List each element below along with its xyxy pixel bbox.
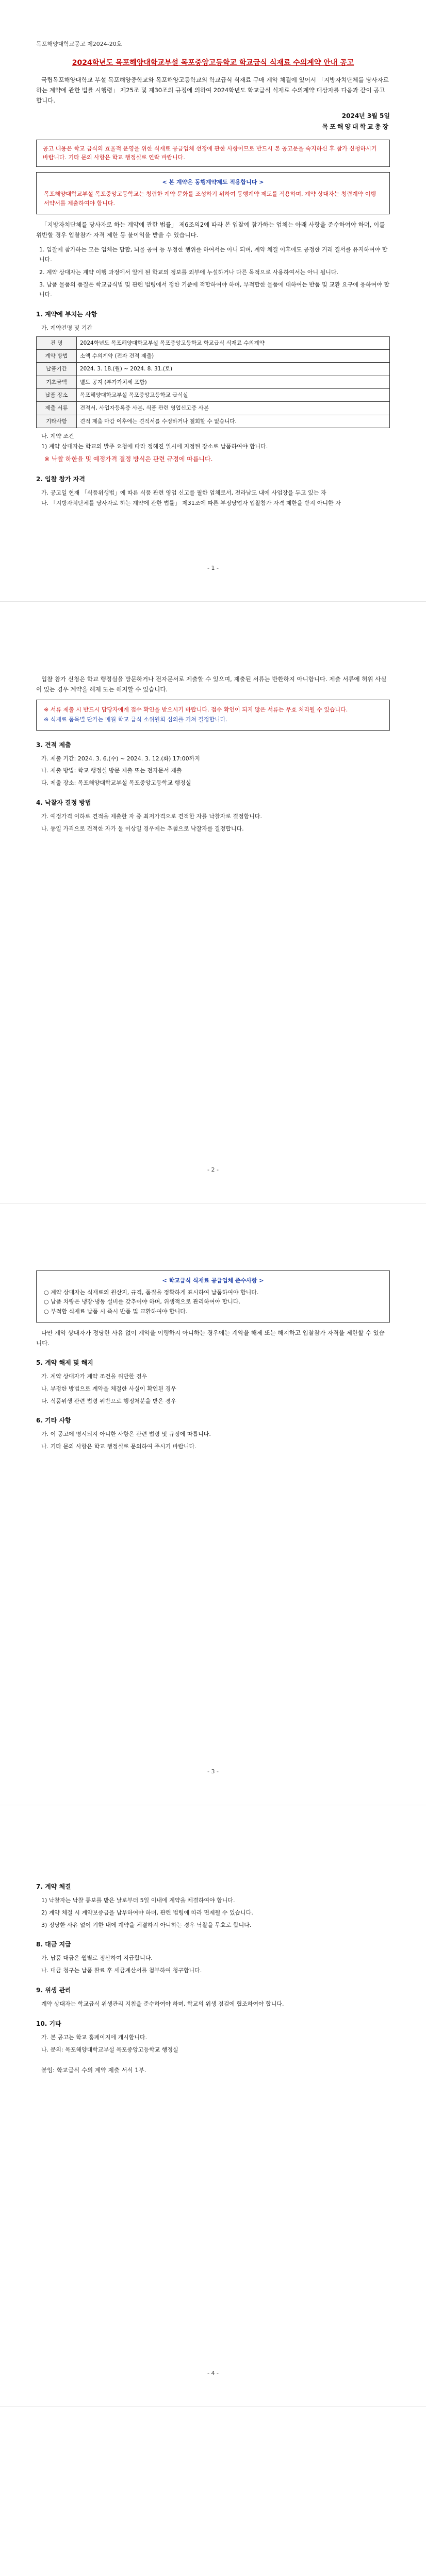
page-3-content	[36, 1270, 390, 1454]
page-number: - 4 -	[207, 2369, 219, 2377]
document-number: 목포해양대학교공고 제2024-20호	[36, 41, 122, 47]
table-cell: 소액 수의계약 (전자 견적 제출)	[77, 349, 390, 362]
rules-box	[36, 1270, 390, 1323]
rule-item: 2. 계약 상대자는 계약 이행 과정에서 알게 된 학교의 정보를 외부에 누설하거나 다른 목적으로 사용하여서는 아니 됩니다.	[39, 268, 338, 276]
page-4	[0, 1805, 426, 2407]
highlight-text-2: ※ 식재료 품목별 단가는 매월 학교 급식 소위원회 심의를 거쳐 결정합니다.	[44, 716, 227, 723]
announcement-date: 2024년 3월 5일	[341, 112, 390, 120]
intro-paragraph: 국립목포해양대학교 부설 목포해양중학교와 목포해양고등학교의 학교급식 식재료 구매 계약 체결에 있어서 「지방자치단체를 당사자로 하는 계약에 관한 법률 시행령」 제25조 및 제30조의 규정에 의하여 2024학년도 학교급식 식재료 수의계약 대상자를 다음과 같이 공고합니다.	[36, 76, 389, 104]
page-2-content	[36, 669, 390, 836]
page-1-content	[36, 45, 390, 508]
section-3-heading: 3. 견적 제출	[36, 741, 71, 749]
list-item: 2) 계약 체결 시 계약보증금을 납부하여야 하며, 관련 법령에 따라 면제될 수 있습니다.	[41, 1909, 253, 1916]
list-item: 나. 동일 가격으로 견적한 자가 둘 이상일 경우에는 추첨으로 낙찰자를 결정합니다.	[41, 825, 244, 832]
table-header-cell: 계약 방법	[37, 349, 77, 362]
list-item: 가. 본 공고는 학교 홈페이지에 게시합니다.	[41, 2033, 148, 2041]
list-item: ○ 납품 차량은 냉장·냉동 설비를 갖추어야 하며, 위생적으로 관리하여야 합니다.	[44, 1298, 240, 1306]
section-3-list	[41, 754, 390, 788]
section-2-text-2: 나. 「지방자치단체를 당사자로 하는 계약에 관한 법률」 제31조에 따른 부정당업자 입찰참가 자격 제한을 받지 아니한 자	[41, 499, 341, 506]
table-row	[37, 415, 390, 428]
section-9-text: 계약 상대자는 학교급식 위생관리 지침을 준수하여야 하며, 학교의 위생 점검에 협조하여야 합니다.	[41, 2000, 284, 2007]
caution-box-text: 목포해양대학교부설 목포중앙고등학교는 청렴한 계약 문화를 조성하기 위하여 동행계약 제도를 적용하며, 계약 상대자는 청렴계약 이행 서약서를 제출하여야 합니다.	[44, 190, 376, 207]
section-5-heading: 5. 계약 해제 및 해지	[36, 1359, 93, 1366]
list-item: 가. 계약 상대자가 계약 조건을 위반한 경우	[41, 1373, 148, 1380]
section-10-list	[41, 2032, 390, 2055]
contract-table	[36, 336, 390, 429]
section-7-heading: 7. 계약 체결	[36, 1883, 71, 1890]
list-item: 다. 식품위생 관련 법령 위반으로 행정처분을 받은 경우	[41, 1397, 176, 1404]
table-cell: 별도 공지 (부가가치세 포함)	[77, 376, 390, 388]
list-item: 3) 정당한 사유 없이 기한 내에 계약을 체결하지 아니하는 경우 낙찰을 무효로 합니다.	[41, 1921, 252, 1928]
section-7-list	[41, 1895, 390, 1930]
list-item: 나. 부정한 방법으로 계약을 체결한 사실이 확인된 경우	[41, 1385, 176, 1392]
section-8-heading: 8. 대금 지급	[36, 1941, 71, 1948]
issuer-name: 목포해양대학교총장	[322, 123, 390, 130]
section-6-list	[41, 1429, 390, 1452]
section-5-list	[41, 1371, 390, 1406]
list-item: 가. 예정가격 이하로 견적을 제출한 자 중 최저가격으로 견적한 자를 낙찰자로 결정합니다.	[41, 813, 262, 820]
page-4-content	[36, 1872, 390, 2081]
section-8-list	[41, 1953, 390, 1976]
table-header-cell: 건 명	[37, 336, 77, 349]
section-2-text: 가. 공고일 현재 「식품위생법」에 따른 식품 관련 영업 신고를 필한 업체로서, 전라남도 내에 사업장을 두고 있는 자	[41, 489, 326, 496]
section-6-heading: 6. 기타 사항	[36, 1417, 71, 1425]
section-9-heading: 9. 위생 관리	[36, 1986, 71, 1994]
section-1-note-text: 1) 계약 상대자는 학교의 발주 요청에 따라 정해진 일시에 지정된 장소로 납품하여야 합니다.	[41, 443, 268, 450]
caution-box	[36, 172, 390, 214]
section-10-heading: 10. 기타	[36, 2020, 61, 2027]
table-row	[37, 376, 390, 388]
paragraph-1: 「지방자치단체를 당사자로 하는 계약에 관한 법률」 제6조의2에 따라 본 입찰에 참가하는 업체는 아래 사항을 준수하여야 하며, 이를 위반할 경우 입찰참가 자격 제한 등 불이익을 받을 수 있습니다.	[36, 221, 385, 239]
highlight-box	[36, 700, 390, 730]
rules-list	[36, 245, 390, 299]
list-item: 다. 제출 장소: 목포해양대학교부설 목포중앙고등학교 행정실	[41, 779, 191, 787]
rules-box-title: < 학교급식 식재료 공급업체 준수사항 >	[162, 1277, 264, 1284]
table-header-cell: 기타사항	[37, 415, 77, 428]
table-cell: 2024. 3. 18.(월) ~ 2024. 8. 31.(토)	[77, 363, 390, 376]
page-sheet	[0, 2407, 426, 2576]
section-1-sub: 가. 계약건명 및 기간	[41, 324, 92, 331]
table-row	[37, 402, 390, 415]
list-item: ○ 계약 상대자는 식재료의 원산지, 규격, 품질을 정확하게 표시하여 납품하여야 합니다.	[44, 1289, 259, 1296]
section-2-heading: 2. 입찰 참가 자격	[36, 475, 85, 483]
table-row	[37, 349, 390, 362]
page-number: - 2 -	[207, 1166, 219, 1173]
page-number: - 3 -	[207, 1768, 219, 1775]
table-header-cell: 납품 장소	[37, 389, 77, 402]
caution-box-title: < 본 계약은 동행계약제도 적용합니다 >	[162, 179, 264, 186]
table-header-cell: 제출 서류	[37, 402, 77, 415]
list-item: 나. 문의: 목포해양대학교부설 목포중앙고등학교 행정실	[41, 2046, 178, 2053]
list-item: 1) 낙찰자는 낙찰 통보를 받은 날로부터 5일 이내에 계약을 체결하여야 합니다.	[41, 1897, 235, 1904]
list-item: 나. 제출 방법: 학교 행정실 방문 제출 또는 전자문서 제출	[41, 767, 182, 774]
table-header-cell: 납품기간	[37, 363, 77, 376]
notice-box: 공고 내용은 학교 급식의 효율적 운영을 위한 식재료 공급업체 선정에 관한 사항이므로 반드시 본 공고문을 숙지하신 후 참가 신청하시기 바랍니다. 기타 문의 사항은 학교 행정실로 연락 바랍니다.	[36, 140, 390, 167]
section-4-heading: 4. 낙찰자 결정 방법	[36, 799, 91, 807]
list-item: 가. 납품 대금은 월별로 정산하여 지급합니다.	[41, 1955, 153, 1962]
section-4-list	[41, 811, 390, 834]
rule-item: 3. 납품 물품의 품질은 학교급식법 및 관련 법령에서 정한 기준에 적합하여야 하며, 부적합한 물품에 대하여는 반품 및 교환 요구에 응하여야 합니다.	[39, 281, 389, 298]
table-row	[37, 389, 390, 402]
section-1-note-heading: 나. 계약 조건	[41, 433, 74, 440]
page-2	[0, 602, 426, 1204]
table-cell: 견적 제출 마감 이후에는 견적서를 수정하거나 철회할 수 없습니다.	[77, 415, 390, 428]
table-cell: 목포해양대학교부설 목포중앙고등학교 급식실	[77, 389, 390, 402]
table-header-cell: 기초금액	[37, 376, 77, 388]
attachment-note: 붙임: 학교급식 수의 계약 제출 서식 1부.	[41, 2066, 146, 2074]
formula-note: ※ 낙찰 하한율 및 예정가격 결정 방식은 관련 규정에 따릅니다.	[44, 455, 213, 463]
highlight-text: ※ 서류 제출 시 반드시 담당자에게 접수 확인을 받으시기 바랍니다. 접수 확인이 되지 않은 서류는 무효 처리될 수 있습니다.	[44, 706, 348, 714]
page-3-paragraph: 다만 계약 상대자가 정당한 사유 없이 계약을 이행하지 아니하는 경우에는 계약을 해제 또는 해지하고 입찰참가 자격을 제한할 수 있습니다.	[36, 1329, 385, 1347]
rule-item: 1. 입찰에 참가하는 모든 업체는 담합, 뇌물 공여 등 부정한 행위를 하여서는 아니 되며, 계약 체결 이후에도 공정한 거래 질서를 유지하여야 합니다.	[39, 246, 388, 263]
list-item: 가. 제출 기간: 2024. 3. 6.(수) ~ 2024. 3. 12.(화) 17:00까지	[41, 755, 200, 762]
page-number: - 1 -	[207, 564, 219, 571]
document-title: 2024학년도 목포해양대학교부설 목포중앙고등학교 학교급식 식재료 수의계약 안내 공고	[72, 59, 354, 67]
list-item: 나. 기타 문의 사항은 학교 행정실로 문의하여 주시기 바랍니다.	[41, 1443, 196, 1450]
table-cell: 2024학년도 목포해양대학교부설 목포중앙고등학교 학교급식 식재료 수의계약	[77, 336, 390, 349]
page-1	[0, 0, 426, 602]
table-row	[37, 336, 390, 349]
table-row	[37, 363, 390, 376]
list-item: 가. 이 공고에 명시되지 아니한 사항은 관련 법령 및 규정에 따릅니다.	[41, 1431, 211, 1438]
page-5	[0, 2407, 426, 2576]
page-2-paragraph: 입찰 참가 신청은 학교 행정실을 방문하거나 전자문서로 제출할 수 있으며, 제출된 서류는 반환하지 아니합니다. 제출 서류에 허위 사실이 있는 경우 계약을 해제 또는 해지할 수 있습니다.	[36, 675, 387, 693]
page-3	[0, 1204, 426, 1805]
section-1-heading: 1. 계약에 부치는 사항	[36, 310, 97, 318]
list-item: ○ 부적합 식재료 납품 시 즉시 반품 및 교환하여야 합니다.	[44, 1308, 188, 1315]
table-cell: 견적서, 사업자등록증 사본, 식품 관련 영업신고증 사본	[77, 402, 390, 415]
list-item: 나. 대금 청구는 납품 완료 후 세금계산서를 첨부하여 청구합니다.	[41, 1967, 202, 1974]
